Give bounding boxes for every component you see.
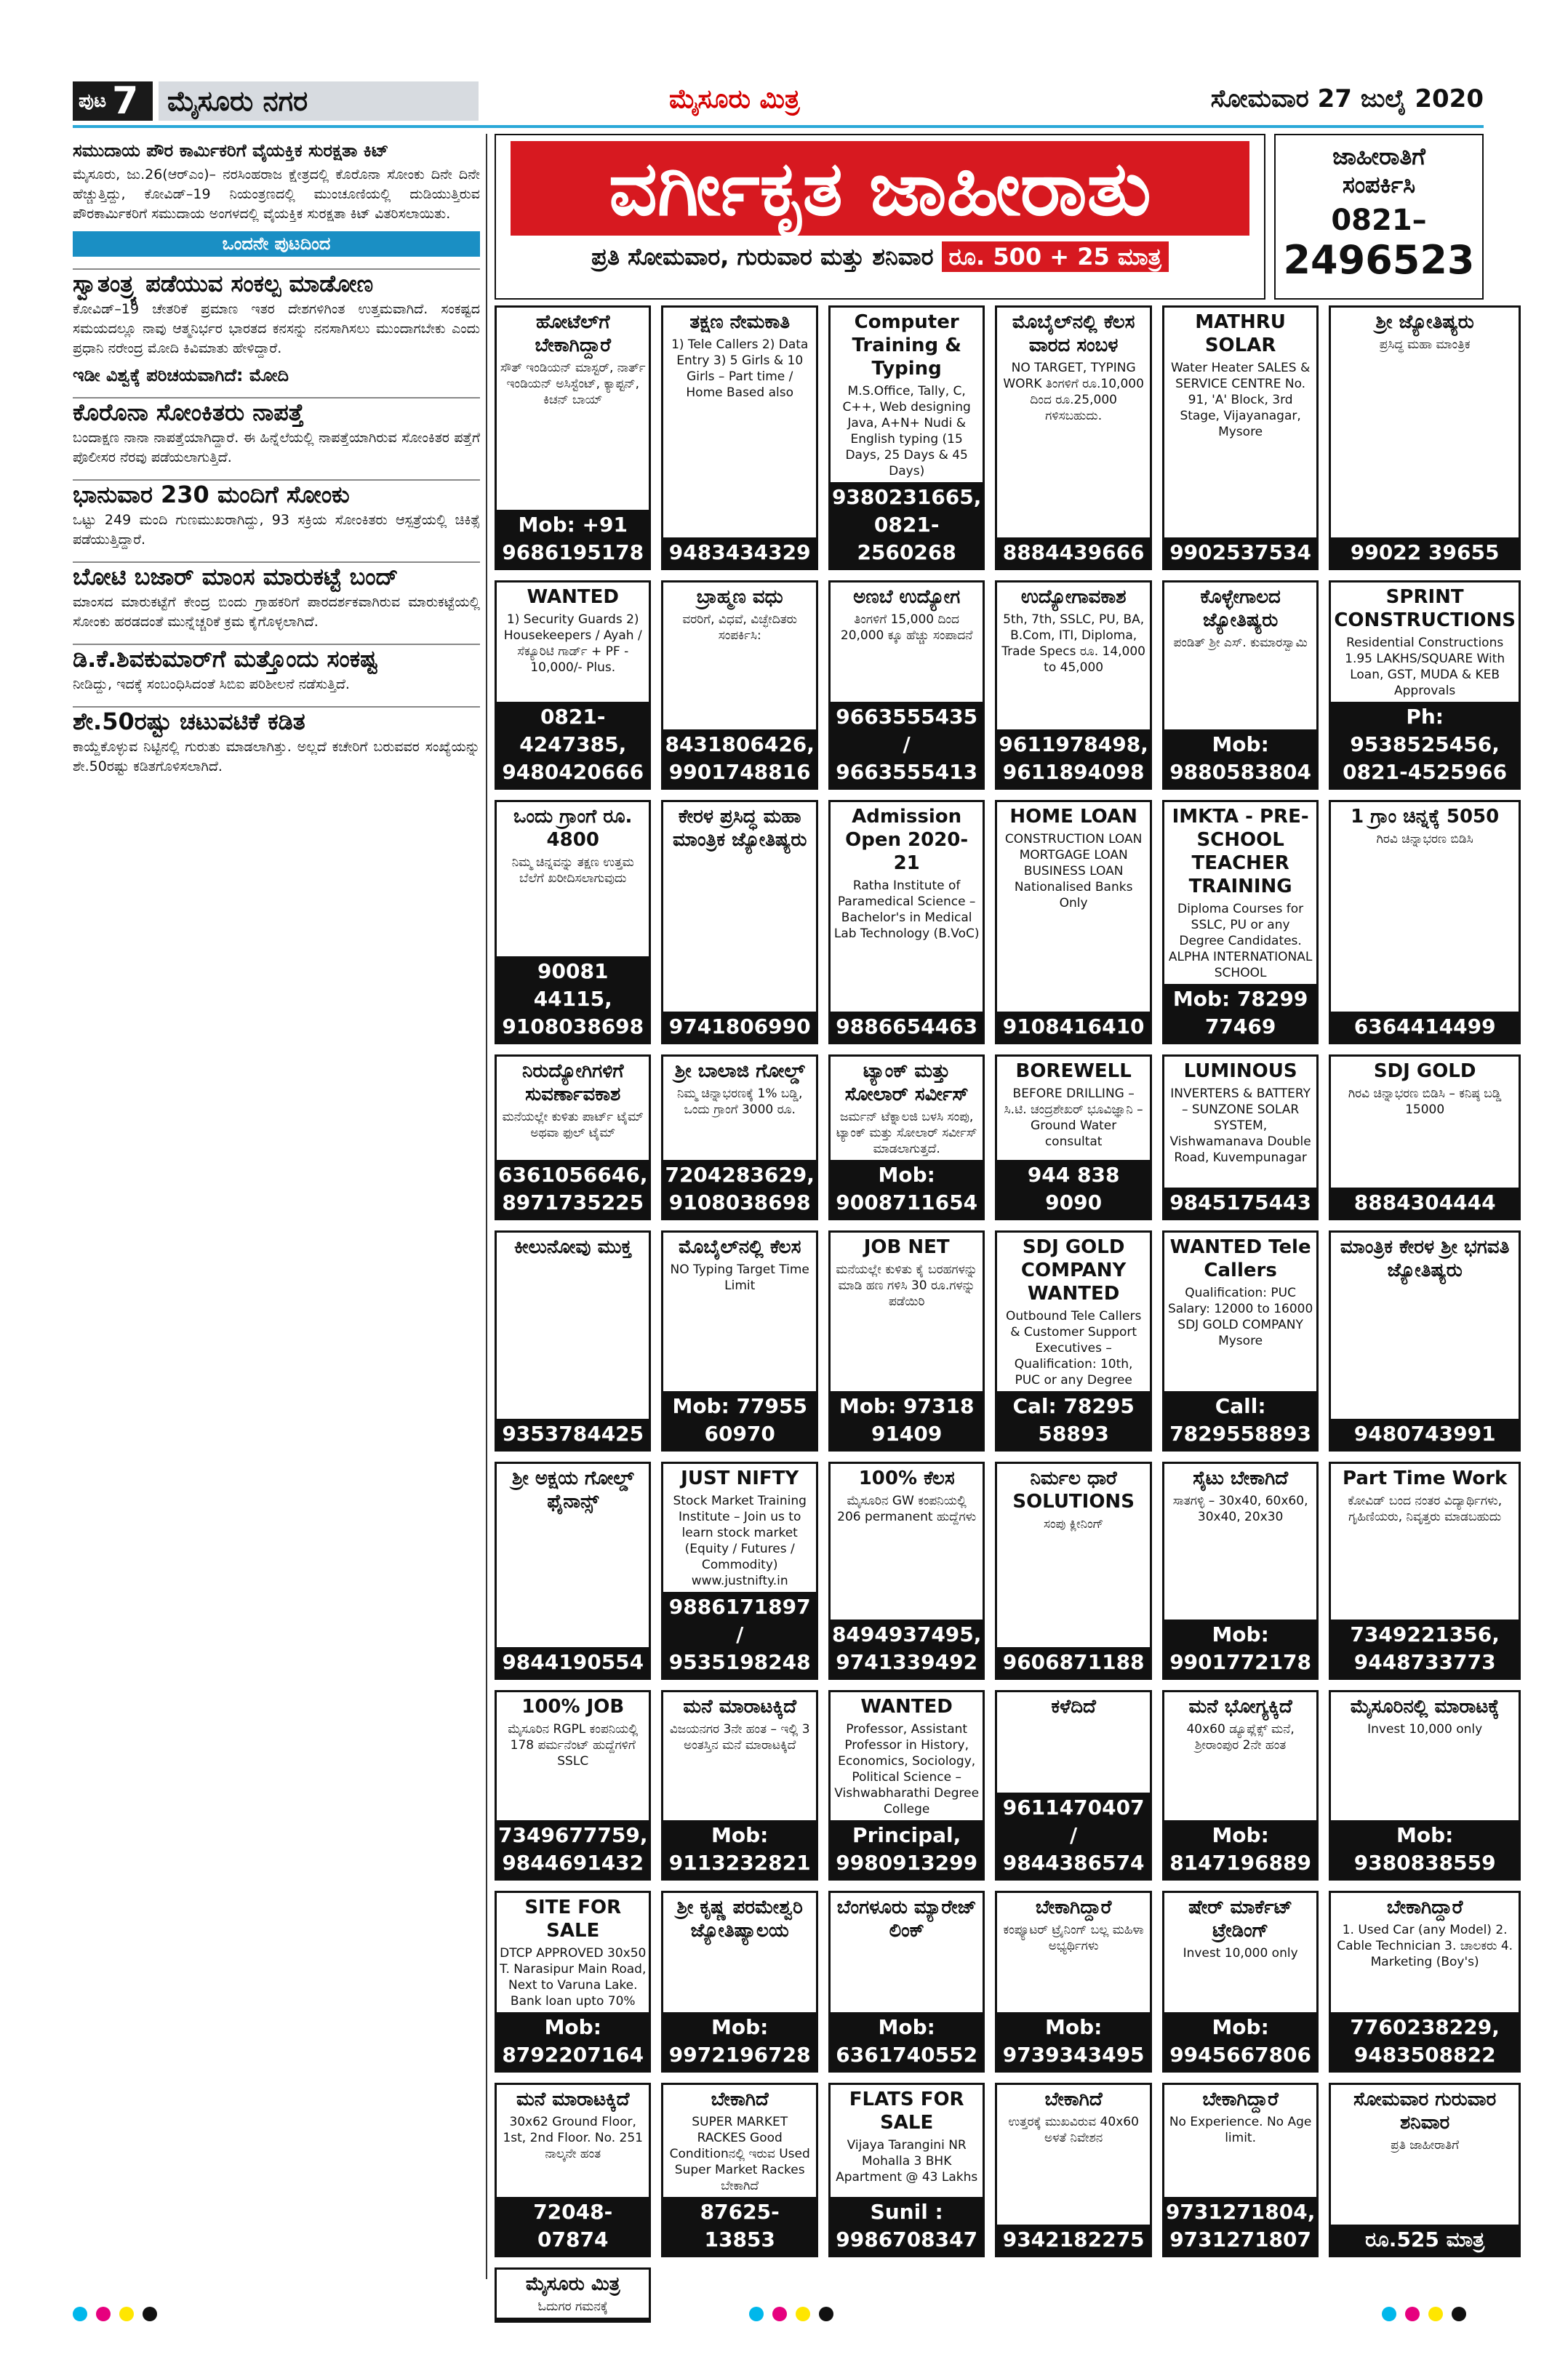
ad-heading: ಒಂದು ಗ್ರಾಂಗೆ ರೂ. 4800 xyxy=(513,806,633,851)
registration-dot xyxy=(1452,2307,1466,2321)
ad-phone: Ph: 9538525456, 0821-4525966 xyxy=(1331,702,1519,788)
ad-phone: Sunil : 9986708347 xyxy=(831,2197,983,2255)
ad-heading: WANTED Tele Callers xyxy=(1169,1236,1311,1281)
ad-phone: Mob: 9945667806 xyxy=(1164,2012,1316,2070)
ad-body: ಕಂಪ್ಯೂಟರ್ ಟ್ರೈನಿಂಗ್ ಬಲ್ಲ ಮಹಿಳಾ ಅಭ್ಯರ್ಥಿಗಳು xyxy=(1003,1923,1144,1953)
ad-phone: 8884439666 xyxy=(997,537,1149,568)
classified-ad xyxy=(1162,1891,1319,2073)
classified-ad xyxy=(828,1054,985,1220)
ad-phone: Mob: 8147196889 xyxy=(1164,1820,1316,1878)
ad-heading: WANTED xyxy=(860,1696,953,1718)
ad-body: INVERTERS & BATTERY – SUNZONE SOLAR SYSTEM, Vishwamanava Double Road, Kuvempunagar xyxy=(1169,1086,1311,1165)
ad-heading: ಬೆಂಗಳೂರು ಮ್ಯಾರೇಜ್ ಲಿಂಕ್ xyxy=(836,1897,977,1942)
ad-heading: ಬ್ರಾಹ್ಮಣ ವಧು xyxy=(696,586,783,608)
ad-heading: ಮೈಸೂರು ಮಿತ್ರ xyxy=(525,2273,620,2295)
contact-number: 2496523 xyxy=(1283,237,1475,283)
classified-ad xyxy=(995,800,1151,1044)
ad-body: Residential Constructions 1.95 LAKHS/SQUARE With Loan, GST, MUDA & KEB Approvals xyxy=(1345,636,1505,698)
ad-phone: 8884304444 xyxy=(1331,1188,1519,1218)
ad-body: 5th, 7th, SSLC, PU, BA, B.Com, ITI, Diploma, Trade Specs ರೂ. 14,000 to 45,000 xyxy=(1001,612,1145,675)
ad-heading: ಬೇಕಾಗಿದ್ದಾರೆ xyxy=(1035,1897,1112,1918)
classified-ad xyxy=(495,2267,651,2323)
ad-body: ಪ್ರಸಿದ್ಧ ಮಹಾ ಮಾಂತ್ರಿಕ xyxy=(1379,337,1471,352)
ad-phone: 9353784425 xyxy=(497,1419,649,1449)
registration-dot xyxy=(1428,2307,1443,2321)
classified-ads-grid xyxy=(495,305,1516,2314)
ad-phone: Cal: 78295 58893 xyxy=(997,1391,1149,1449)
classified-ad xyxy=(995,580,1151,790)
ad-phone: 0821-4247385, 9480420666 xyxy=(497,702,649,788)
ad-phone: 7204283629, 9108038698 xyxy=(663,1160,815,1218)
ad-body xyxy=(497,1513,649,1647)
ad-heading: ಬೇಕಾಗಿದೆ xyxy=(1044,2089,1103,2110)
news-headline: ಡಿ.ಕೆ.ಶಿವಕುಮಾರ್‌ಗೆ ಮತ್ತೊಂದು ಸಂಕಷ್ಟ xyxy=(73,644,480,669)
ad-phone: 9886654463 xyxy=(831,1012,983,1042)
classified-ad xyxy=(495,1054,651,1220)
classified-ad xyxy=(495,580,651,790)
ad-heading: BOREWELL xyxy=(1015,1060,1132,1082)
news-body: ಮೈಸೂರು, ಜು.26(ಆರ್‍ಎಂ)– ನರಸಿಂಹರಾಜ ಕ್ಷೇತ್ರದಲ್ಲಿ ಕೊರೊನಾ ಸೋಂಕು ದಿನೇ ದಿನೇ ಹೆಚ್ಚುತ್ತಿದ್ದು, ಕೋವಿಡ್–19 ನಿಯಂತ್ರಣದಲ್ಲಿ ಮುಂಚೂಣಿಯಲ್ಲಿ ದುಡಿಯುತ್ತಿರುವ ಪೌರಕಾರ್ಮಿಕರಿಗೆ ಸಮುದಾಯ ಅಂಗಳದಲ್ಲಿ ವೈಯಕ್ತಿಕ ಸುರಕ್ಷತಾ ಕಿಟ್ ವಿತರಿಸಲಾಯಿತು. xyxy=(73,167,480,222)
ad-heading: ಟ್ಯಾಂಕ್ ಮತ್ತು ಸೋಲಾರ್ ಸರ್ವೀಸ್ xyxy=(844,1060,969,1105)
ad-heading: SDJ GOLD COMPANY WANTED xyxy=(1020,1236,1127,1305)
ad-phone: 9611470407 / 9844386574 xyxy=(997,1793,1149,1878)
classified-ad xyxy=(661,1462,817,1680)
ad-body: ಉತ್ತರಕ್ಕೆ ಮುಖವಿರುವ 40x60 ಅಳತೆ ನಿವೇಶನ xyxy=(1008,2115,1139,2145)
ad-body: CONSTRUCTION LOAN MORTGAGE LOAN BUSINESS LOAN Nationalised Banks Only xyxy=(1004,832,1143,910)
registration-dot xyxy=(772,2307,787,2321)
news-headline: ಬೋಟಿ ಬಜಾರ್ ಮಾಂಸ ಮಾರುಕಟ್ಟೆ ಬಂದ್ xyxy=(73,561,480,587)
ad-phone: Mob: 9739343495 xyxy=(997,2012,1149,2070)
ad-phone: Mob: +91 9686195178 xyxy=(497,510,649,568)
classified-ad xyxy=(1329,305,1521,570)
classified-ad xyxy=(495,1230,651,1452)
registration-dot xyxy=(119,2307,134,2321)
ad-heading: JOB NET xyxy=(863,1236,950,1258)
ad-heading: Part Time Work xyxy=(1342,1468,1508,1489)
ad-heading: ಬೇಕಾಗಿದ್ದಾರೆ xyxy=(1202,2089,1279,2110)
ad-heading: ಶ್ರೀ ಜ್ಯೋತಿಷ್ಯರು xyxy=(1375,311,1474,333)
ad-phone: 99022 39655 xyxy=(1331,537,1519,568)
classified-ad xyxy=(828,305,985,570)
ad-body: ನಿಮ್ಮ ಚಿನ್ನವನ್ನು ತಕ್ಷಣ ಉತ್ತಮ ಬೆಲೆಗೆ ಖರೀದಿಸಲಾಗುವುದು xyxy=(511,855,634,886)
ad-body: M.S.Office, Tally, C, C++, Web designing Java, A+N+ Nudi & English typing (15 Days, 25 Days & 45 Days) xyxy=(842,384,971,479)
ad-body: ಜರ್ಮನ್ ಟೆಕ್ನಾಲಜಿ ಬಳಸಿ ಸಂಪು, ಟ್ಯಾಂಕ್ ಮತ್ತು ಸೋಲಾರ್ ಸರ್ವೀಸ್ ಮಾಡಲಾಗುತ್ತದೆ. xyxy=(836,1110,977,1156)
ad-body: ಪ್ರತಿ ಜಾಹೀರಾತಿಗೆ xyxy=(1391,2138,1460,2153)
page-number-badge xyxy=(73,81,153,121)
ad-phone: 9483434329 xyxy=(663,537,815,568)
news-body: ಬಂದಾಕ್ಷಣ ನಾನಾ ನಾಪತ್ತೆಯಾಗಿದ್ದಾರೆ. ಈ ಹಿನ್ನೆಲೆಯಲ್ಲಿ ನಾಪತ್ತೆಯಾಗಿರುವ ಸೋಂಕಿತರ ಪತ್ತೆಗೆ ಪೊಲೀಸರ ನೆರವು ಪಡೆಯಲಾಗುತ್ತಿದೆ. xyxy=(73,430,480,465)
ad-phone: 9845175443 xyxy=(1164,1188,1316,1218)
ad-body: ವಿಜಯನಗರ 3ನೇ ಹಂತ – ಇಲ್ಲಿ 3 ಅಂತಸ್ತಿನ ಮನೆ ಮಾರಾಟಕ್ಕಿದೆ xyxy=(669,1722,810,1753)
ad-body: 1) Tele Callers 2) Data Entry 3) 5 Girls & 10 Girls – Part time / Home Based also xyxy=(671,337,809,400)
ad-body: Invest 10,000 only xyxy=(1367,1722,1483,1737)
ad-phone: 9741806990 xyxy=(663,1012,815,1042)
page-prefix: ಪುಟ xyxy=(79,89,107,112)
ad-phone: 9902537534 xyxy=(1164,537,1316,568)
ad-heading: ತಕ್ಷಣ ನೇಮಕಾತಿ xyxy=(689,311,791,333)
news-column xyxy=(73,134,487,2279)
news-headline: ಕೊರೊನಾ ಸೋಂಕಿತರು ನಾಪತ್ತೆ xyxy=(73,397,480,423)
news-headline: ಸಮುದಾಯ ಪೌರ ಕಾರ್ಮಿಕರಿಗೆ ವೈಯಕ್ತಿಕ ಸುರಕ್ಷತಾ ಕಿಟ್ xyxy=(73,140,389,161)
ad-body: ಓದುಗರ ಗಮನಕ್ಕೆ xyxy=(537,2299,608,2314)
page-number: 7 xyxy=(112,79,139,123)
ad-phone: 9886171897 / 9535198248 xyxy=(663,1592,815,1678)
ad-phone: 9342182275 xyxy=(997,2225,1149,2255)
ad-phone: 9108416410 xyxy=(997,1012,1149,1042)
ad-phone: 9731271804, 9731271807 xyxy=(1164,2197,1316,2255)
ad-phone: 7349677759, 9844691432 xyxy=(497,1820,649,1878)
ad-phone: 9611978498, 9611894098 xyxy=(997,729,1149,788)
classified-ad xyxy=(661,1690,817,1881)
contact-code: 0821– xyxy=(1331,204,1427,237)
ad-body xyxy=(997,1718,1149,1793)
ad-heading: ಸೈಟು ಬೇಕಾಗಿದೆ xyxy=(1193,1468,1289,1489)
classified-ad xyxy=(495,2083,651,2257)
page-header xyxy=(73,81,1484,125)
ad-heading: ಕೊಳ್ಳೇಗಾಲದ ಜ್ಯೋತಿಷ್ಯರು xyxy=(1200,586,1281,631)
ad-phone: 9844190554 xyxy=(497,1647,649,1678)
section-title: ಮೈಸೂರು ನಗರ xyxy=(159,81,479,121)
classified-ad xyxy=(495,800,651,1044)
ad-heading: ಷೇರ್ ಮಾರ್ಕೆಟ್ ಟ್ರೇಡಿಂಗ್ xyxy=(1188,1897,1293,1942)
registration-dot xyxy=(749,2307,764,2321)
ad-heading: ಮಾಂತ್ರಿಕ ಕೇರಳ ಶ್ರೀ ಭಗವತಿ ಜ್ಯೋತಿಷ್ಯರು xyxy=(1340,1236,1510,1281)
ad-heading: SPRINT CONSTRUCTIONS xyxy=(1334,586,1516,631)
classified-ad xyxy=(828,580,985,790)
ad-phone: 9380231665, 0821-2560268 xyxy=(831,482,983,568)
ad-body: Diploma Courses for SSLC, PU or any Degree Candidates. ALPHA INTERNATIONAL SCHOOL xyxy=(1168,902,1313,980)
color-registration-marks xyxy=(749,2307,833,2321)
classified-ad xyxy=(1162,2083,1319,2257)
ad-heading: ಹೋಟೆಲ್‌ಗೆ ಬೇಕಾಗಿದ್ದಾರೆ xyxy=(535,311,611,356)
classified-ad xyxy=(995,305,1151,570)
ad-heading: ಬೇಕಾಗಿದೆ xyxy=(711,2089,769,2110)
ad-body: ಗಿರವಿ ಚಿನ್ನಾಭರಣ ಬಿಡಿಸಿ – ಕನಿಷ್ಠ ಬಡ್ಡಿ 15000 xyxy=(1348,1086,1502,1117)
ad-heading: SITE FOR SALE xyxy=(524,1897,622,1942)
ad-heading: HOME LOAN xyxy=(1009,806,1137,828)
news-body: ಒಟ್ಟು 249 ಮಂದಿ ಗುಣಮುಖರಾಗಿದ್ದು, 93 ಸಕ್ರಿಯ ಸೋಂಕಿತರು ಆಸ್ಪತ್ರೆಯಲ್ಲಿ ಚಿಕಿತ್ಸೆ ಪಡೆಯುತ್ತಿದ್ದಾರೆ. xyxy=(73,512,480,548)
ad-body: Qualification: PUC Salary: 12000 to 16000 SDJ GOLD COMPANY Mysore xyxy=(1167,1286,1313,1348)
registration-dot xyxy=(96,2307,111,2321)
ad-phone: Mob: 9008711654 xyxy=(831,1160,983,1218)
contact-line2: ಸಂಪರ್ಕಿಸಿ xyxy=(1342,171,1416,199)
ad-heading: SDJ GOLD xyxy=(1373,1060,1476,1082)
ad-body: Ratha Institute of Paramedical Science – Bachelor's in Medical Lab Technology (B.VoC) xyxy=(833,878,980,941)
classified-ad xyxy=(1162,1690,1319,1881)
banner-subtitle xyxy=(496,243,1264,271)
classifieds-banner xyxy=(495,134,1265,300)
classified-ad xyxy=(661,800,817,1044)
ad-heading: ಮೊಬೈಲ್‌ನಲ್ಲಿ ಕೆಲಸ xyxy=(678,1236,801,1258)
ad-heading: ಮೊಬೈಲ್‌ನಲ್ಲಿ ಕೆಲಸ ವಾರದ ಸಂಬಳ xyxy=(1012,311,1135,356)
ad-body: ಪಂಡಿತ್ ಶ್ರೀ ಎಸ್. ಕುಮಾರಸ್ವಾಮಿ xyxy=(1173,636,1308,650)
ad-phone: 90081 44115, 9108038698 xyxy=(497,956,649,1042)
classified-ad xyxy=(1162,1230,1319,1452)
ad-body: ಮೈಸೂರಿನ RGPL ಕಂಪನಿಯಲ್ಲಿ 178 ಪರ್ಮನೆಂಟ್ ಹುದ್ದೆಗಳಿಗೆ SSLC xyxy=(508,1722,639,1769)
classified-ad xyxy=(661,1054,817,1220)
classified-ad xyxy=(995,1462,1151,1680)
classified-ad xyxy=(828,1690,985,1881)
ad-phone: 6361056646, 8971735225 xyxy=(497,1160,649,1218)
registration-dot xyxy=(1405,2307,1420,2321)
classified-ad xyxy=(661,1230,817,1452)
ad-body xyxy=(831,1942,983,2012)
ad-heading: 100% JOB xyxy=(521,1696,625,1718)
ad-body: Professor, Assistant Professor in History, Economics, Sociology, Political Science – Vishwabharathi Degree College xyxy=(834,1722,980,1817)
classified-ad xyxy=(995,1054,1151,1220)
classified-ad xyxy=(1329,1462,1521,1680)
ad-body: ವರರಿಗೆ, ವಿಧವೆ, ವಿಚ್ಛೇದಿತರು ಸಂಪರ್ಕಿಸಿ: xyxy=(682,612,798,643)
ad-heading: ಕೀಲುನೋವು ಮುಕ್ತ xyxy=(513,1236,632,1258)
ad-body: ಸೌತ್ ಇಂಡಿಯನ್ ಮಾಸ್ಟರ್, ನಾರ್ತ್ ಇಂಡಿಯನ್ ಅಸಿಸ್ಟೆಂಟ್, ಕ್ಯಾಪ್ಟನ್, ಕಿಚನ್ ಬಾಯ್ xyxy=(500,361,646,407)
classified-ad xyxy=(1329,1054,1521,1220)
ad-body: Outbound Tele Callers & Customer Support Executives – Qualification: 10th, PUC or any Degree xyxy=(1005,1309,1142,1388)
ad-heading: WANTED xyxy=(527,586,619,608)
registration-dot xyxy=(143,2307,157,2321)
ad-body: ತಿಂಗಳಿಗೆ 15,000 ದಿಂದ 20,000 ಕ್ಕೂ ಹೆಚ್ಚು ಸಂಪಾದನೆ xyxy=(840,612,973,643)
classified-ad xyxy=(995,1230,1151,1452)
ad-heading: ನಿರುದ್ಯೋಗಿಗಳಿಗೆ ಸುವರ್ಣಾವಕಾಶ xyxy=(521,1060,624,1105)
ad-body xyxy=(497,1259,649,1419)
banner-rate: ರೂ. 500 + 25 ಮಾತ್ರ xyxy=(942,241,1169,272)
ad-phone: 8494937495, 9741339492 xyxy=(831,1620,983,1678)
ad-body: NO TARGET, TYPING WORK ತಿಂಗಳಿಗೆ ರೂ.10,000 ದಿಂದ ರೂ.25,000 ಗಳಿಸಬಹುದು. xyxy=(1003,361,1144,423)
classified-ad xyxy=(661,2083,817,2257)
ad-body: 30x62 Ground Floor, 1st, 2nd Floor. No. 251 ನಾಲ್ಕನೇ ಹಂತ xyxy=(503,2115,643,2161)
ad-phone: 9480743991 xyxy=(1331,1419,1519,1449)
classified-ad xyxy=(1329,2083,1521,2257)
ad-body: Vijaya Tarangini NR Mohalla 3 BHK Apartment @ 43 Lakhs xyxy=(836,2138,978,2185)
ad-phone: 6364414499 xyxy=(1331,1012,1519,1042)
ad-body: SUPER MARKET RACKES Good Conditionನಲ್ಲಿ ಇರುವ Used Super Market Rackes ಬೇಕಾಗಿದೆ xyxy=(669,2115,810,2193)
ad-phone: Mob: 9113232821 xyxy=(663,1820,815,1878)
ad-phone: 87625-13853 xyxy=(663,2197,815,2255)
ad-heading: ನಿರ್ಮಲ ಧಾರೆ SOLUTIONS xyxy=(1012,1468,1135,1513)
news-headline: ಭಾನುವಾರ 230 ಮಂದಿಗೆ ಸೋಂಕು xyxy=(73,479,480,505)
contact-line1: ಜಾಹೀರಾತಿಗೆ xyxy=(1332,143,1425,170)
ad-phone: Mob: 97318 91409 xyxy=(831,1391,983,1449)
ad-body: 40x60 ಡ್ಯೂಪ್ಲೆಕ್ಸ್ ಮನೆ, ಶ್ರೀರಾಂಪುರ 2ನೇ ಹಂತ xyxy=(1186,1722,1295,1753)
news-headline: ಸ್ವಾತಂತ್ರ್ಯ ಪಡೆಯುವ ಸಂಕಲ್ಪ ಮಾಡೋಣ xyxy=(73,268,480,294)
classified-ad xyxy=(995,1690,1151,1881)
contact-box xyxy=(1274,134,1484,300)
classified-ad xyxy=(828,1891,985,2073)
classified-ad xyxy=(495,1462,651,1680)
continued-band: ಒಂದನೇ ಪುಟದಿಂದ xyxy=(73,231,480,257)
banner-days: ಪ್ರತಿ ಸೋಮವಾರ, ಗುರುವಾರ ಮತ್ತು ಶನಿವಾರ xyxy=(591,243,934,271)
color-registration-marks xyxy=(73,2307,157,2321)
ad-body xyxy=(663,852,815,1012)
classified-ad xyxy=(1329,580,1521,790)
ad-phone: Mob: 8792207164 xyxy=(497,2012,649,2070)
ad-body: Invest 10,000 only xyxy=(1183,1946,1298,1961)
classified-ad xyxy=(1162,1054,1319,1220)
ad-phone: Mob: 9380838559 xyxy=(1331,1820,1519,1878)
ad-phone: 7760238229, 9483508822 xyxy=(1331,2012,1519,2070)
classified-ad xyxy=(1329,800,1521,1044)
ad-heading: LUMINOUS xyxy=(1183,1060,1297,1082)
ad-heading: ಮೈಸೂರಿನಲ್ಲಿ ಮಾರಾಟಕ್ಕೆ xyxy=(1350,1696,1500,1718)
classified-ad xyxy=(1162,800,1319,1044)
header-rule xyxy=(73,125,1484,128)
ad-heading: ಕಳೆದಿದೆ xyxy=(1051,1696,1096,1718)
ad-body: ಕೋವಿಡ್ ಬಂದ ನಂತರ ವಿದ್ಯಾರ್ಥಿಗಳು, ಗೃಹಿಣಿಯರು, ನಿವೃತ್ತರು ಮಾಡಬಹುದು xyxy=(1348,1494,1503,1524)
ad-phone: Call: 7829558893 xyxy=(1164,1391,1316,1449)
news-body: ನೀಡಿದ್ದು, ಇದಕ್ಕೆ ಸಂಬಂಧಿಸಿದಂತೆ ಸಿಬಿಐ ಪರಿಶೀಲನೆ ನಡೆಸುತ್ತಿದೆ. xyxy=(73,676,350,692)
registration-dot xyxy=(73,2307,87,2321)
ad-body xyxy=(1331,1282,1519,1419)
ad-body: ಸಂಪು ಕ್ಲೀನಿಂಗ್ xyxy=(1043,1517,1104,1532)
paper-logo: ಮೈಸೂರು ಮಿತ್ರ xyxy=(669,84,800,114)
ad-phone: Mob: 9880583804 xyxy=(1164,729,1316,788)
news-headline: ಶೇ.50ರಷ್ಟು ಚಟುವಟಿಕೆ ಕಡಿತ xyxy=(73,706,480,732)
news-body: ಕೋವಿಡ್–19 ಚೇತರಿಕೆ ಪ್ರಮಾಣ ಇತರ ದೇಶಗಳಿಗಿಂತ ಉತ್ತಮವಾಗಿದೆ. ಸಂಕಷ್ಟದ ಸಮಯದಲ್ಲೂ ನಾವು ಆತ್ಮನಿರ್ಭರ ಭಾರತದ ಕನಸನ್ನು ನನಸಾಗಿಸಲು ಮುಂದಾಗಬೇಕು ಎಂದು ಪ್ರಧಾನಿ ನರೇಂದ್ರ ಮೋದಿ ಕಿವಿಮಾತು ಹೇಳಿದ್ದಾರೆ. xyxy=(73,301,480,356)
ad-heading: ಅಣಬೆ ಉದ್ಯೋಗ xyxy=(853,586,961,608)
ad-phone: Principal, 9980913299 xyxy=(831,1820,983,1878)
ad-heading: FLATS FOR SALE xyxy=(849,2089,964,2134)
ad-phone: 7349221356, 9448733773 xyxy=(1331,1620,1519,1678)
ad-body: 1. Used Car (any Model) 2. Cable Technician 3. ಚಾಲಕರು 4. Marketing (Boy's) xyxy=(1337,1923,1513,1969)
ad-phone xyxy=(497,2318,649,2321)
ad-phone: Mob: 77955 60970 xyxy=(663,1391,815,1449)
ad-body: NO Typing Target Time Limit xyxy=(670,1262,809,1293)
banner-title: ವರ್ಗೀಕೃತ ಜಾಹೀರಾತು xyxy=(511,141,1249,236)
classified-ad xyxy=(1162,580,1319,790)
ad-body: ಮನೆಯಲ್ಲೇ ಕುಳಿತು ಕೈ ಬರಹಗಳನ್ನು ಮಾಡಿ ಹಣ ಗಳಿಸಿ 30 ರೂ.ಗಳನ್ನು ಪಡೆಯಿರಿ xyxy=(836,1262,977,1309)
registration-dot xyxy=(796,2307,810,2321)
classified-ad xyxy=(995,2083,1151,2257)
classified-ad xyxy=(495,1690,651,1881)
ad-body: No Experience. No Age limit. xyxy=(1169,2115,1312,2145)
registration-dot xyxy=(1382,2307,1396,2321)
ad-heading: ಸೋಮವಾರ ಗುರುವಾರ ಶನಿವಾರ xyxy=(1353,2089,1497,2134)
ad-heading: ಶ್ರೀ ಬಾಲಾಜಿ ಗೋಲ್ಡ್ xyxy=(674,1060,805,1082)
classified-ad xyxy=(495,305,651,570)
ad-phone: 9606871188 xyxy=(997,1647,1149,1678)
news-body: ಮಾಂಸದ ಮಾರುಕಟ್ಟೆಗೆ ಕೇಂದ್ರ ಬಿಂದು ಗ್ರಾಹಕರಿಗೆ ಪಾರದರ್ಶಕವಾಗಿರುವ ಮಾರುಕಟ್ಟೆಯಲ್ಲಿ ಸೋಂಕು ಹರಡದಂತೆ ಮುನ್ನೆಚ್ಚರಿಕೆ ಕ್ರಮ ಕೈಗೊಳ್ಳಲಾಗಿದೆ. xyxy=(73,594,480,630)
ad-heading: ಕೇರಳ ಪ್ರಸಿದ್ಧ ಮಹಾ ಮಾಂತ್ರಿಕ ಜ್ಯೋತಿಷ್ಯರು xyxy=(673,806,807,851)
news-subhead: ಇಡೀ ವಿಶ್ವಕ್ಕೆ ಪರಿಚಯವಾಗಿದೆ: ಮೋದಿ xyxy=(73,365,289,385)
classified-ad xyxy=(495,1891,651,2073)
ad-body xyxy=(663,1942,815,2012)
classified-ad xyxy=(1329,1230,1521,1452)
ad-body: BEFORE DRILLING – ಸಿ.ಟಿ. ಚಂದ್ರಶೇಖರ್ ಭೂವಿಜ್ಞಾನಿ – Ground Water consultat xyxy=(1004,1086,1143,1149)
classified-ad xyxy=(1329,1690,1521,1881)
ad-heading: 1 ಗ್ರಾಂ ಚಿನ್ನಕ್ಕೆ 5050 xyxy=(1351,806,1500,828)
ad-heading: IMKTA - PRE-SCHOOL TEACHER TRAINING xyxy=(1172,806,1309,897)
classified-ad xyxy=(661,305,817,570)
ad-phone: Mob: 9972196728 xyxy=(663,2012,815,2070)
ad-heading: ಶ್ರೀ ಅಕ್ಷಯ ಗೋಲ್ಡ್ ಫೈನಾನ್ಸ್ xyxy=(512,1468,634,1513)
ad-body: DTCP APPROVED 30x50 T. Narasipur Main Road, Next to Varuna Lake. Bank loan upto 70% xyxy=(500,1946,647,2009)
ad-heading: ಉದ್ಯೋಗಾವಕಾಶ xyxy=(1020,586,1127,608)
ad-body: ಮೈಸೂರಿನ GW ಕಂಪನಿಯಲ್ಲಿ 206 permanent ಹುದ್ದೆಗಳು xyxy=(837,1494,977,1524)
ad-phone: 8431806426, 9901748816 xyxy=(663,729,815,788)
classified-ad xyxy=(1162,1462,1319,1680)
classified-ad xyxy=(661,1891,817,2073)
ad-phone: 944 838 9090 xyxy=(997,1160,1149,1218)
classified-ad xyxy=(828,2083,985,2257)
ad-body: ಗಿರವಿ ಚಿನ್ನಾಭರಣ ಬಿಡಿಸಿ xyxy=(1376,832,1473,846)
ad-body: ನಿಮ್ಮ ಚಿನ್ನಾಭರಣಕ್ಕೆ 1% ಬಡ್ಡಿ, ಒಂದು ಗ್ರಾಂಗೆ 3000 ರೂ. xyxy=(676,1086,803,1117)
classified-ad xyxy=(828,1230,985,1452)
ad-heading: JUST NIFTY xyxy=(681,1468,799,1489)
classified-ad xyxy=(661,580,817,790)
ad-heading: ಶ್ರೀ ಕೃಷ್ಣ ಪರಮೇಶ್ವರಿ ಜ್ಯೋತಿಷ್ಯಾಲಯ xyxy=(676,1897,803,1942)
color-registration-marks xyxy=(1382,2307,1466,2321)
ad-heading: ಮನೆ ಮಾರಾಟಕ್ಕಿದೆ xyxy=(516,2089,630,2110)
ad-phone: ರೂ.525 ಮಾತ್ರ xyxy=(1331,2225,1519,2255)
ad-phone: 72048-07874 xyxy=(497,2197,649,2255)
ad-phone: 9663555435 / 9663555413 xyxy=(831,702,983,788)
ad-phone: Mob: 9901772178 xyxy=(1164,1620,1316,1678)
news-body: ಕಾಯ್ದೆಕೊಳ್ಳುವ ನಿಟ್ಟಿನಲ್ಲಿ ಗುರುತು ಮಾಡಲಾಗಿತ್ತು. ಅಲ್ಲದೆ ಕಚೇರಿಗೆ ಬರುವವರ ಸಂಖ್ಯೆಯನ್ನು ಶೇ.50ರಷ್ಟು ಕಡಿತಗೊಳಿಸಲಾಗಿದೆ. xyxy=(73,739,480,774)
ad-body: 1) Security Guards 2) Housekeepers / Ayah / ಸೆಕ್ಯೂರಿಟಿ ಗಾರ್ಡ್ + PF - 10,000/- Plus. xyxy=(503,612,642,675)
classified-ad xyxy=(828,800,985,1044)
ad-heading: Admission Open 2020-21 xyxy=(845,806,969,874)
ad-heading: Computer Training & Typing xyxy=(852,311,961,380)
ad-heading: MATHRU SOLAR xyxy=(1195,311,1286,356)
ad-phone: Mob: 78299 77469 xyxy=(1164,984,1316,1042)
classified-ad xyxy=(1162,305,1319,570)
classified-ad xyxy=(828,1462,985,1680)
ad-heading: ಬೇಕಾಗಿದ್ದಾರೆ xyxy=(1386,1897,1463,1918)
ad-body: Stock Market Training Institute – Join us to learn stock market (Equity / Futures / Commodity) www.justnifty.in xyxy=(673,1494,807,1588)
ad-heading: ಮನೆ ಭೋಗ್ಯಕ್ಕಿದೆ xyxy=(1188,1696,1292,1718)
issue-date: ಸೋಮವಾರ 27 ಜುಲೈ 2020 xyxy=(1210,84,1484,113)
classified-ad xyxy=(1329,1891,1521,2073)
ad-body: Water Heater SALES & SERVICE CENTRE No. 91, 'A' Block, 3rd Stage, Vijayanagar, Mysore xyxy=(1170,361,1311,439)
ad-phone: Mob: 6361740552 xyxy=(831,2012,983,2070)
ad-heading: 100% ಕೆಲಸ xyxy=(858,1468,955,1489)
classified-ad xyxy=(995,1891,1151,2073)
ad-heading: ಮನೆ ಮಾರಾಟಕ್ಕಿದೆ xyxy=(683,1696,796,1718)
registration-dot xyxy=(819,2307,833,2321)
ad-body: ಸಾತಗಳ್ಳಿ – 30x40, 60x60, 30x40, 20x30 xyxy=(1172,1494,1308,1524)
ad-body: ಮನೆಯಲ್ಲೇ ಕುಳಿತು ಪಾರ್ಟ್ ಟೈಮ್ ಅಥವಾ ಫುಲ್ ಟೈಮ್ xyxy=(502,1110,644,1140)
